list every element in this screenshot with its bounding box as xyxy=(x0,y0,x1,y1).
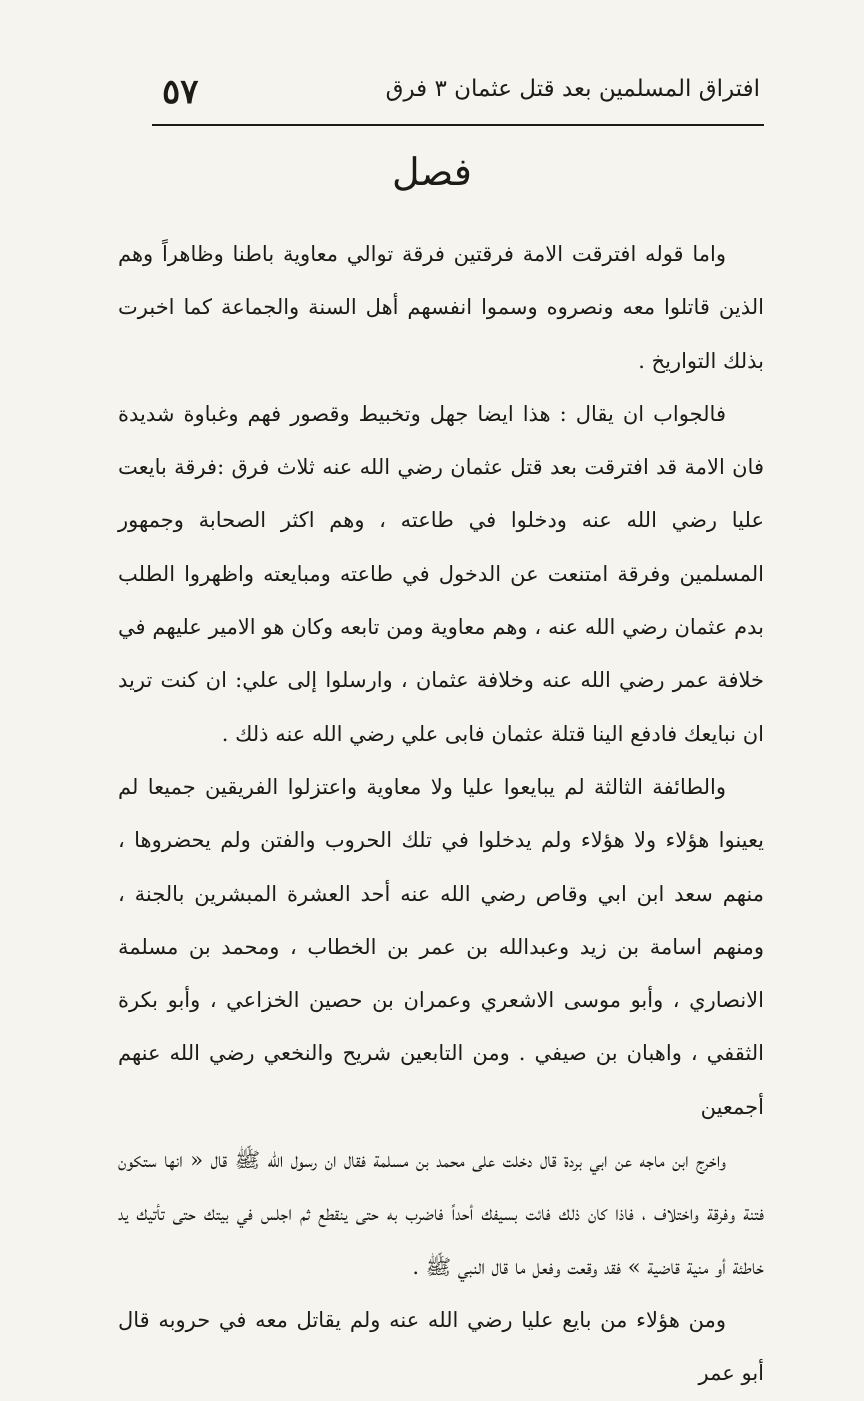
paragraph: فالجواب ان يقال : هذا ايضا جهل وتخبيط وقصور فهم وغباوة شديدة فان الامة قد افترقت بعد قتل عثمان رضي الله عنه ثلاث فرق :فرقة بايعت عليا رضي الله عنه ودخلوا في طاعته ، وهم اكثر الصحابة وجمهور المسلمين وفرقة امتنعت عن الدخول في طاعته ومبايعته واظهروا الطلب بدم عثمان رضي الله عنه ، وهم معاوية ومن تابعه وكان هو الامير عليهم في خلافة عمر رضي الله عنه وخلافة عثمان ، وارسلوا إلى علي: ان كنت تريد ان نبايعك فادفع الينا قتلة عثمان فابى علي رضي الله عنه ذلك . xyxy=(118,401,764,746)
paragraph: والطائفة الثالثة لم يبايعوا عليا ولا معاوية واعتزلوا الفريقين جميعا لم يعينوا هؤلاء ولا هؤلاء ولم يدخلوا في تلك الحروب والفتن ولم يحضروها ، منهم سعد ابن ابي وقاص رضي الله عنه أحد العشرة المبشرين بالجنة ، ومنهم اسامة بن زيد وعبدالله بن عمر بن الخطاب ، ومحمد بن مسلمة الانصاري ، وأبو موسى الاشعري وعمران بن حصين الخزاعي ، وأبو بكرة الثقفي ، واهبان بن صيفي . ومن التابعين شريح والنخعي رضي الله عنهم أجمعين xyxy=(118,774,764,1119)
running-title: افتراق المسلمين بعد قتل عثمان ٣ فرق xyxy=(385,76,760,102)
body-text xyxy=(118,228,764,1401)
header-rule xyxy=(152,124,764,126)
section-title: فصل xyxy=(392,150,472,194)
paragraph: ومن هؤلاء من بايع عليا رضي الله عنه ولم يقاتل معه في حروبه قال أبو عمر xyxy=(118,1307,764,1386)
page-number: ٥٧ xyxy=(162,72,199,112)
page-header xyxy=(150,72,760,122)
paragraph: واخرج ابن ماجه عن ابي بردة قال دخلت على محمد بن مسلمة فقال ان رسول الله ﷺ قال « انها ستكون فتنة وفرقة واختلاف ، فاذا كان ذلك فائت بسيفك أحداً فاضرب به حتى ينقطع ثم اجلس في بيتك حتى تأتيك يد خاطئة أو منية قاضية » فقد وقعت وفعل ما قال النبي ﷺ . xyxy=(118,1148,764,1279)
paragraph: واما قوله افترقت الامة فرقتين فرقة توالي معاوية باطنا وظاهراً وهم الذين قاتلوا معه ونصروه وسموا انفسهم أهل السنة والجماعة كما اخبرت بذلك التواريخ . xyxy=(118,242,764,373)
